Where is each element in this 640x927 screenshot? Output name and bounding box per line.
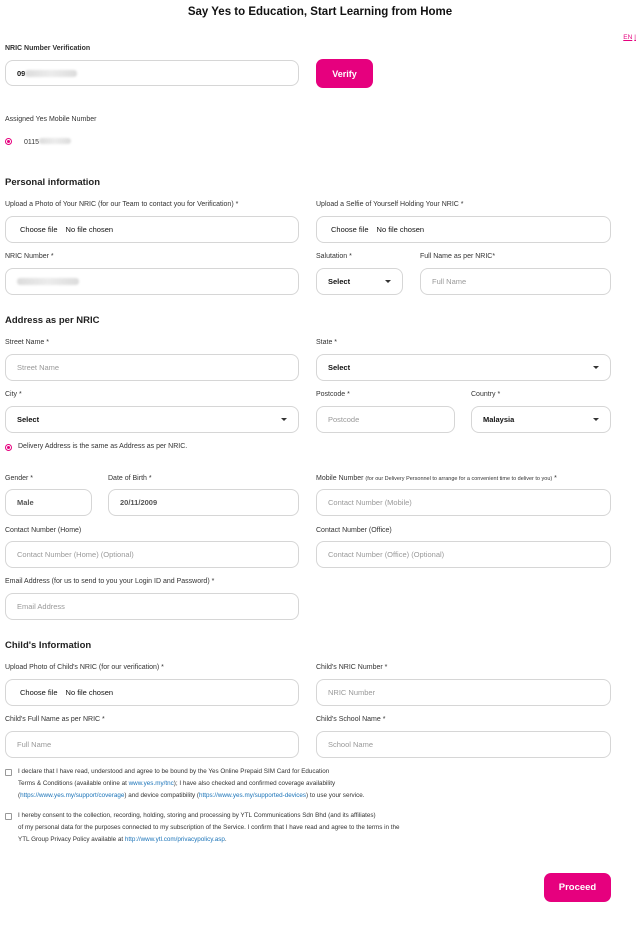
child-fullname-label: Child's Full Name as per NRIC *: [5, 716, 105, 723]
assigned-number-label: Assigned Yes Mobile Number: [5, 116, 97, 123]
chevron-down-icon: [593, 366, 599, 369]
email-input[interactable]: Email Address: [5, 593, 299, 620]
gender-label: Gender *: [5, 475, 34, 482]
home-phone-label: Contact Number (Home): [5, 527, 82, 534]
child-fullname-input[interactable]: Full Name: [5, 731, 299, 758]
nric-verification-label: NRIC Number Verification: [5, 45, 91, 52]
office-phone-input[interactable]: Contact Number (Office) (Optional): [316, 541, 611, 568]
terms-line-2: Terms & Conditions (available online at www.yes.my/tnc); I have also checked and confirmed coverage availability: [18, 780, 336, 787]
assigned-number-value: 0115: [24, 138, 71, 146]
state-select[interactable]: [316, 354, 611, 381]
verify-button[interactable]: Verify: [316, 59, 373, 88]
consent-text: [18, 810, 618, 846]
redacted-value: [25, 70, 77, 77]
consent-line-3: YTL Group Privacy Policy available at http://www.ytl.com/privacypolicy.asp.: [18, 836, 227, 843]
home-phone-input[interactable]: Contact Number (Home) (Optional): [5, 541, 299, 568]
terms-checkbox[interactable]: [5, 769, 12, 776]
assigned-number-radio[interactable]: [5, 138, 12, 145]
tnc-link[interactable]: www.yes.my/tnc: [128, 780, 174, 787]
salutation-value: Select: [328, 277, 351, 286]
personal-info-heading: Personal information: [5, 177, 101, 188]
lang-separator: |: [634, 34, 636, 41]
mobile-input[interactable]: Contact Number (Mobile): [316, 489, 611, 516]
country-label: Country *: [471, 391, 501, 398]
mobile-label-note: (for our Delivery Personnel to arrange for a convenient time to deliver to you): [365, 476, 553, 482]
no-file-text: No file chosen: [376, 225, 425, 234]
no-file-text: No file chosen: [65, 688, 114, 697]
redacted-value: [17, 278, 79, 285]
email-label: Email Address (for us to send to you your Login ID and Password) *: [5, 578, 215, 585]
country-select[interactable]: [471, 406, 611, 433]
chevron-down-icon: [593, 418, 599, 421]
terms-line-1: I declare that I have read, understood and agree to be bound by the Yes Online Prepaid SIM Card for Education: [18, 768, 330, 775]
address-heading: Address as per NRIC: [5, 315, 100, 326]
upload-nric-file-input[interactable]: [5, 216, 299, 243]
salutation-label: Salutation *: [316, 253, 352, 260]
choose-file-button[interactable]: Choose file: [325, 222, 375, 237]
nric-verification-input[interactable]: [5, 60, 299, 86]
child-school-input[interactable]: School Name: [316, 731, 611, 758]
upload-nric-label: Upload a Photo of Your NRIC (for our Team to contact you for Verification) *: [5, 201, 239, 208]
proceed-button[interactable]: Proceed: [544, 873, 611, 902]
child-upload-file-input[interactable]: [5, 679, 299, 706]
chevron-down-icon: [385, 280, 391, 283]
delivery-same-radio[interactable]: [5, 444, 12, 451]
city-value: Select: [17, 415, 40, 424]
redacted-value: [39, 138, 71, 144]
devices-link[interactable]: https://www.yes.my/supported-devices: [198, 792, 307, 799]
country-value: Malaysia: [483, 415, 515, 424]
language-link[interactable]: [623, 34, 636, 41]
child-school-label: Child's School Name *: [316, 716, 386, 723]
nric-verification-value: 09: [17, 68, 26, 78]
state-value: Select: [328, 363, 351, 372]
privacy-policy-link[interactable]: http://www.ytl.com/privacypolicy.asp: [124, 836, 225, 843]
gender-input[interactable]: Male: [5, 489, 92, 516]
terms-line-3: (https://www.yes.my/support/coverage) and device compatibility (https://www.yes.my/supported-devices) to use your service.: [18, 792, 365, 799]
child-upload-label: Upload Photo of Child's NRIC (for our verification) *: [5, 664, 164, 671]
office-phone-label: Contact Number (Office): [316, 527, 392, 534]
street-label: Street Name *: [5, 339, 49, 346]
terms-text: [18, 766, 618, 802]
postcode-input[interactable]: Postcode: [316, 406, 455, 433]
fullname-input[interactable]: Full Name: [420, 268, 611, 295]
upload-selfie-label: Upload a Selfie of Yourself Holding Your NRIC *: [316, 201, 464, 208]
city-select[interactable]: [5, 406, 299, 433]
state-label: State *: [316, 339, 338, 346]
fullname-label: Full Name as per NRIC*: [420, 253, 496, 260]
choose-file-button[interactable]: Choose file: [14, 222, 64, 237]
delivery-same-label: Delivery Address is the same as Address as per NRIC.: [18, 443, 188, 450]
chevron-down-icon: [281, 418, 287, 421]
coverage-link[interactable]: https://www.yes.my/support/coverage: [20, 792, 125, 799]
street-input[interactable]: Street Name: [5, 354, 299, 381]
postcode-label: Postcode *: [316, 391, 350, 398]
nric-number-label: NRIC Number *: [5, 253, 54, 260]
consent-line-1: I hereby consent to the collection, recording, holding, storing and processing by YTL Communications Sdn Bhd (and its affiliates): [18, 812, 376, 819]
dob-input[interactable]: 20/11/2009: [108, 489, 299, 516]
upload-selfie-file-input[interactable]: [316, 216, 611, 243]
dob-label: Date of Birth *: [108, 475, 152, 482]
page-title: Say Yes to Education, Start Learning from Home: [187, 6, 453, 18]
child-info-heading: Child's Information: [5, 640, 92, 651]
nric-number-input[interactable]: [5, 268, 299, 295]
mobile-label: Mobile Number (for our Delivery Personnel to arrange for a convenient time to deliver to you) *: [316, 475, 557, 482]
lang-en[interactable]: EN: [623, 34, 633, 41]
city-label: City *: [5, 391, 22, 398]
no-file-text: No file chosen: [65, 225, 114, 234]
child-nric-input[interactable]: NRIC Number: [316, 679, 611, 706]
choose-file-button[interactable]: Choose file: [14, 685, 64, 700]
consent-line-2: of my personal data for the purposes connected to my subscription of the Service. I confirm that I have read and agree to the terms in the: [18, 824, 400, 831]
consent-checkbox[interactable]: [5, 813, 12, 820]
child-nric-label: Child's NRIC Number *: [316, 664, 388, 671]
salutation-select[interactable]: [316, 268, 403, 295]
